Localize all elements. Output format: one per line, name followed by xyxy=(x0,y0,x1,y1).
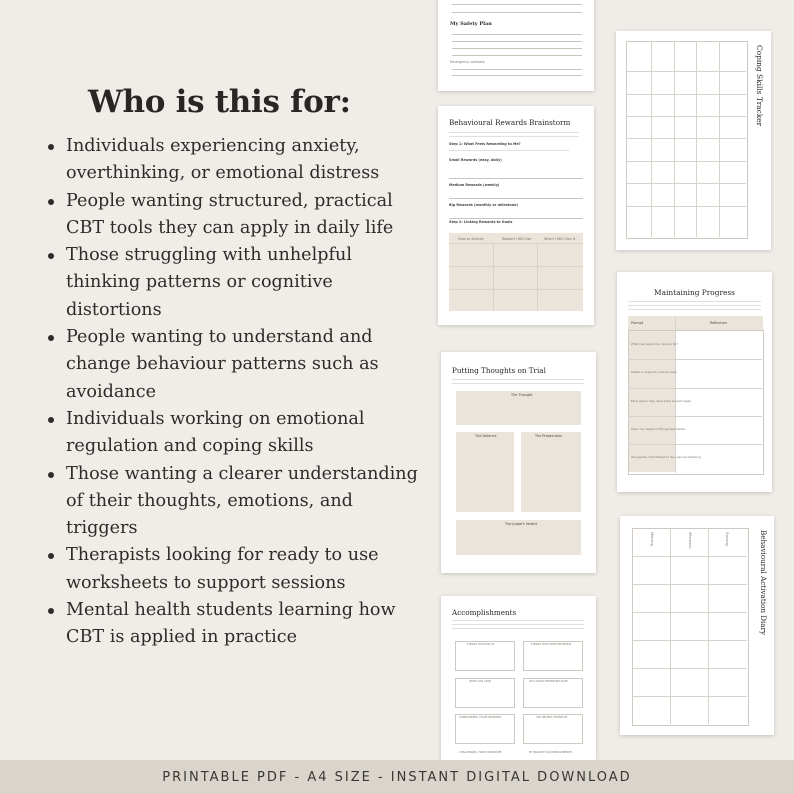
footer-text: PRINTABLE PDF - A4 SIZE - INSTANT DIGITAL DOWNLOAD xyxy=(162,769,632,785)
rewards-col: When I Will Give It xyxy=(544,237,576,241)
accomplishment-box: COMPLIMENTS I HAVE RECEIVED xyxy=(459,716,502,719)
rewards-big: Big Rewards (monthly or milestone) xyxy=(449,203,518,207)
audience-item: Mental health students learning how CBT is applied in practice xyxy=(46,597,418,652)
trial-title: Putting Thoughts on Trial xyxy=(452,366,546,375)
accomplishment-box: MY BIGGEST ACCOMPLISHMENTS xyxy=(529,751,572,754)
rewards-brainstorm-sheet xyxy=(438,106,594,325)
progress-prompt: Habits or supports I plan to keep xyxy=(631,370,677,374)
progress-prompt: One gentle commitment to my ongoing wellbeing xyxy=(631,455,701,459)
safety-plan-sheet xyxy=(438,0,594,91)
rewards-col: Goal or Activity xyxy=(458,237,485,241)
activation-time: Afternoon xyxy=(688,532,692,549)
trial-defence: The Defence xyxy=(475,434,497,438)
rewards-step1: Step 1: What Feels Rewarding to Me? xyxy=(449,142,521,146)
audience-item: People wanting structured, practical CBT tools they can apply in daily life xyxy=(46,188,418,243)
audience-item: Individuals experiencing anxiety, overthinking, or emotional distress xyxy=(46,133,418,188)
accomplishment-box: THINGS I'M GOOD AT xyxy=(467,643,495,646)
progress-title: Maintaining Progress xyxy=(654,288,735,297)
progress-col-reflection: Reflection xyxy=(710,321,727,325)
progress-prompt: How I can respond if things feel harder xyxy=(631,427,686,431)
rewards-medium: Medium Rewards (weekly) xyxy=(449,183,500,187)
audience-list xyxy=(46,133,418,652)
accomplishment-box: I'VE HELPED OTHERS BY xyxy=(536,716,568,719)
rewards-col: Reward I Will Use xyxy=(502,237,532,241)
accomplishment-box: I'M A GOOD FRIEND BECAUSE xyxy=(529,680,568,683)
activation-diary-sheet xyxy=(620,516,774,735)
maintaining-progress-sheet xyxy=(617,272,772,492)
audience-item: Those struggling with unhelpful thinking patterns or cognitive distortions xyxy=(46,242,418,324)
progress-col-prompt: Prompt xyxy=(631,321,644,325)
accomplishments-title: Accomplishments xyxy=(452,608,517,617)
rewards-step2: Step 2: Linking Rewards to Goals xyxy=(449,220,513,224)
trial-thought: The Thought xyxy=(511,393,533,397)
audience-item: People wanting to understand and change behaviour patterns such as avoidance xyxy=(46,324,418,406)
trial-verdict: The Judge's Verdict xyxy=(505,522,538,526)
coping-title: Coping Skills Tracker xyxy=(755,45,764,127)
coping-skills-sheet xyxy=(616,31,771,250)
rewards-small: Small Rewards (easy, daily) xyxy=(449,158,502,162)
rewards-title: Behavioural Rewards Brainstorm xyxy=(449,118,571,127)
accomplishments-sheet xyxy=(441,596,596,760)
accomplishment-box: THINGS THAT MAKE ME PROUD xyxy=(531,643,572,646)
activation-title: Behavioural Activation Diary xyxy=(759,530,768,636)
section-heading: Who is this for: xyxy=(88,84,351,120)
accomplishment-box: CHALLENGES I HAVE OVERCOME xyxy=(459,751,502,754)
activation-time: Evening xyxy=(725,532,729,546)
trial-prosecution: The Prosecution xyxy=(535,434,563,438)
activation-time: Morning xyxy=(650,532,654,546)
safety-plan-contacts: Emergency contacts xyxy=(450,60,485,64)
thoughts-trial-sheet xyxy=(441,352,596,573)
safety-plan-title: My Safety Plan xyxy=(450,21,492,27)
audience-item: Individuals working on emotional regulation and coping skills xyxy=(46,406,418,461)
footer-banner xyxy=(0,760,794,794)
accomplishment-box: WHAT CAN I ADD xyxy=(469,680,492,683)
audience-item: Those wanting a clearer understanding of their thoughts, emotions, and triggers xyxy=(46,461,418,543)
progress-prompt: What has helped me most so far? xyxy=(631,342,679,346)
progress-prompt: Early signs I may need extra support again xyxy=(631,399,692,403)
audience-item: Therapists looking for ready to use worksheets to support sessions xyxy=(46,542,418,597)
